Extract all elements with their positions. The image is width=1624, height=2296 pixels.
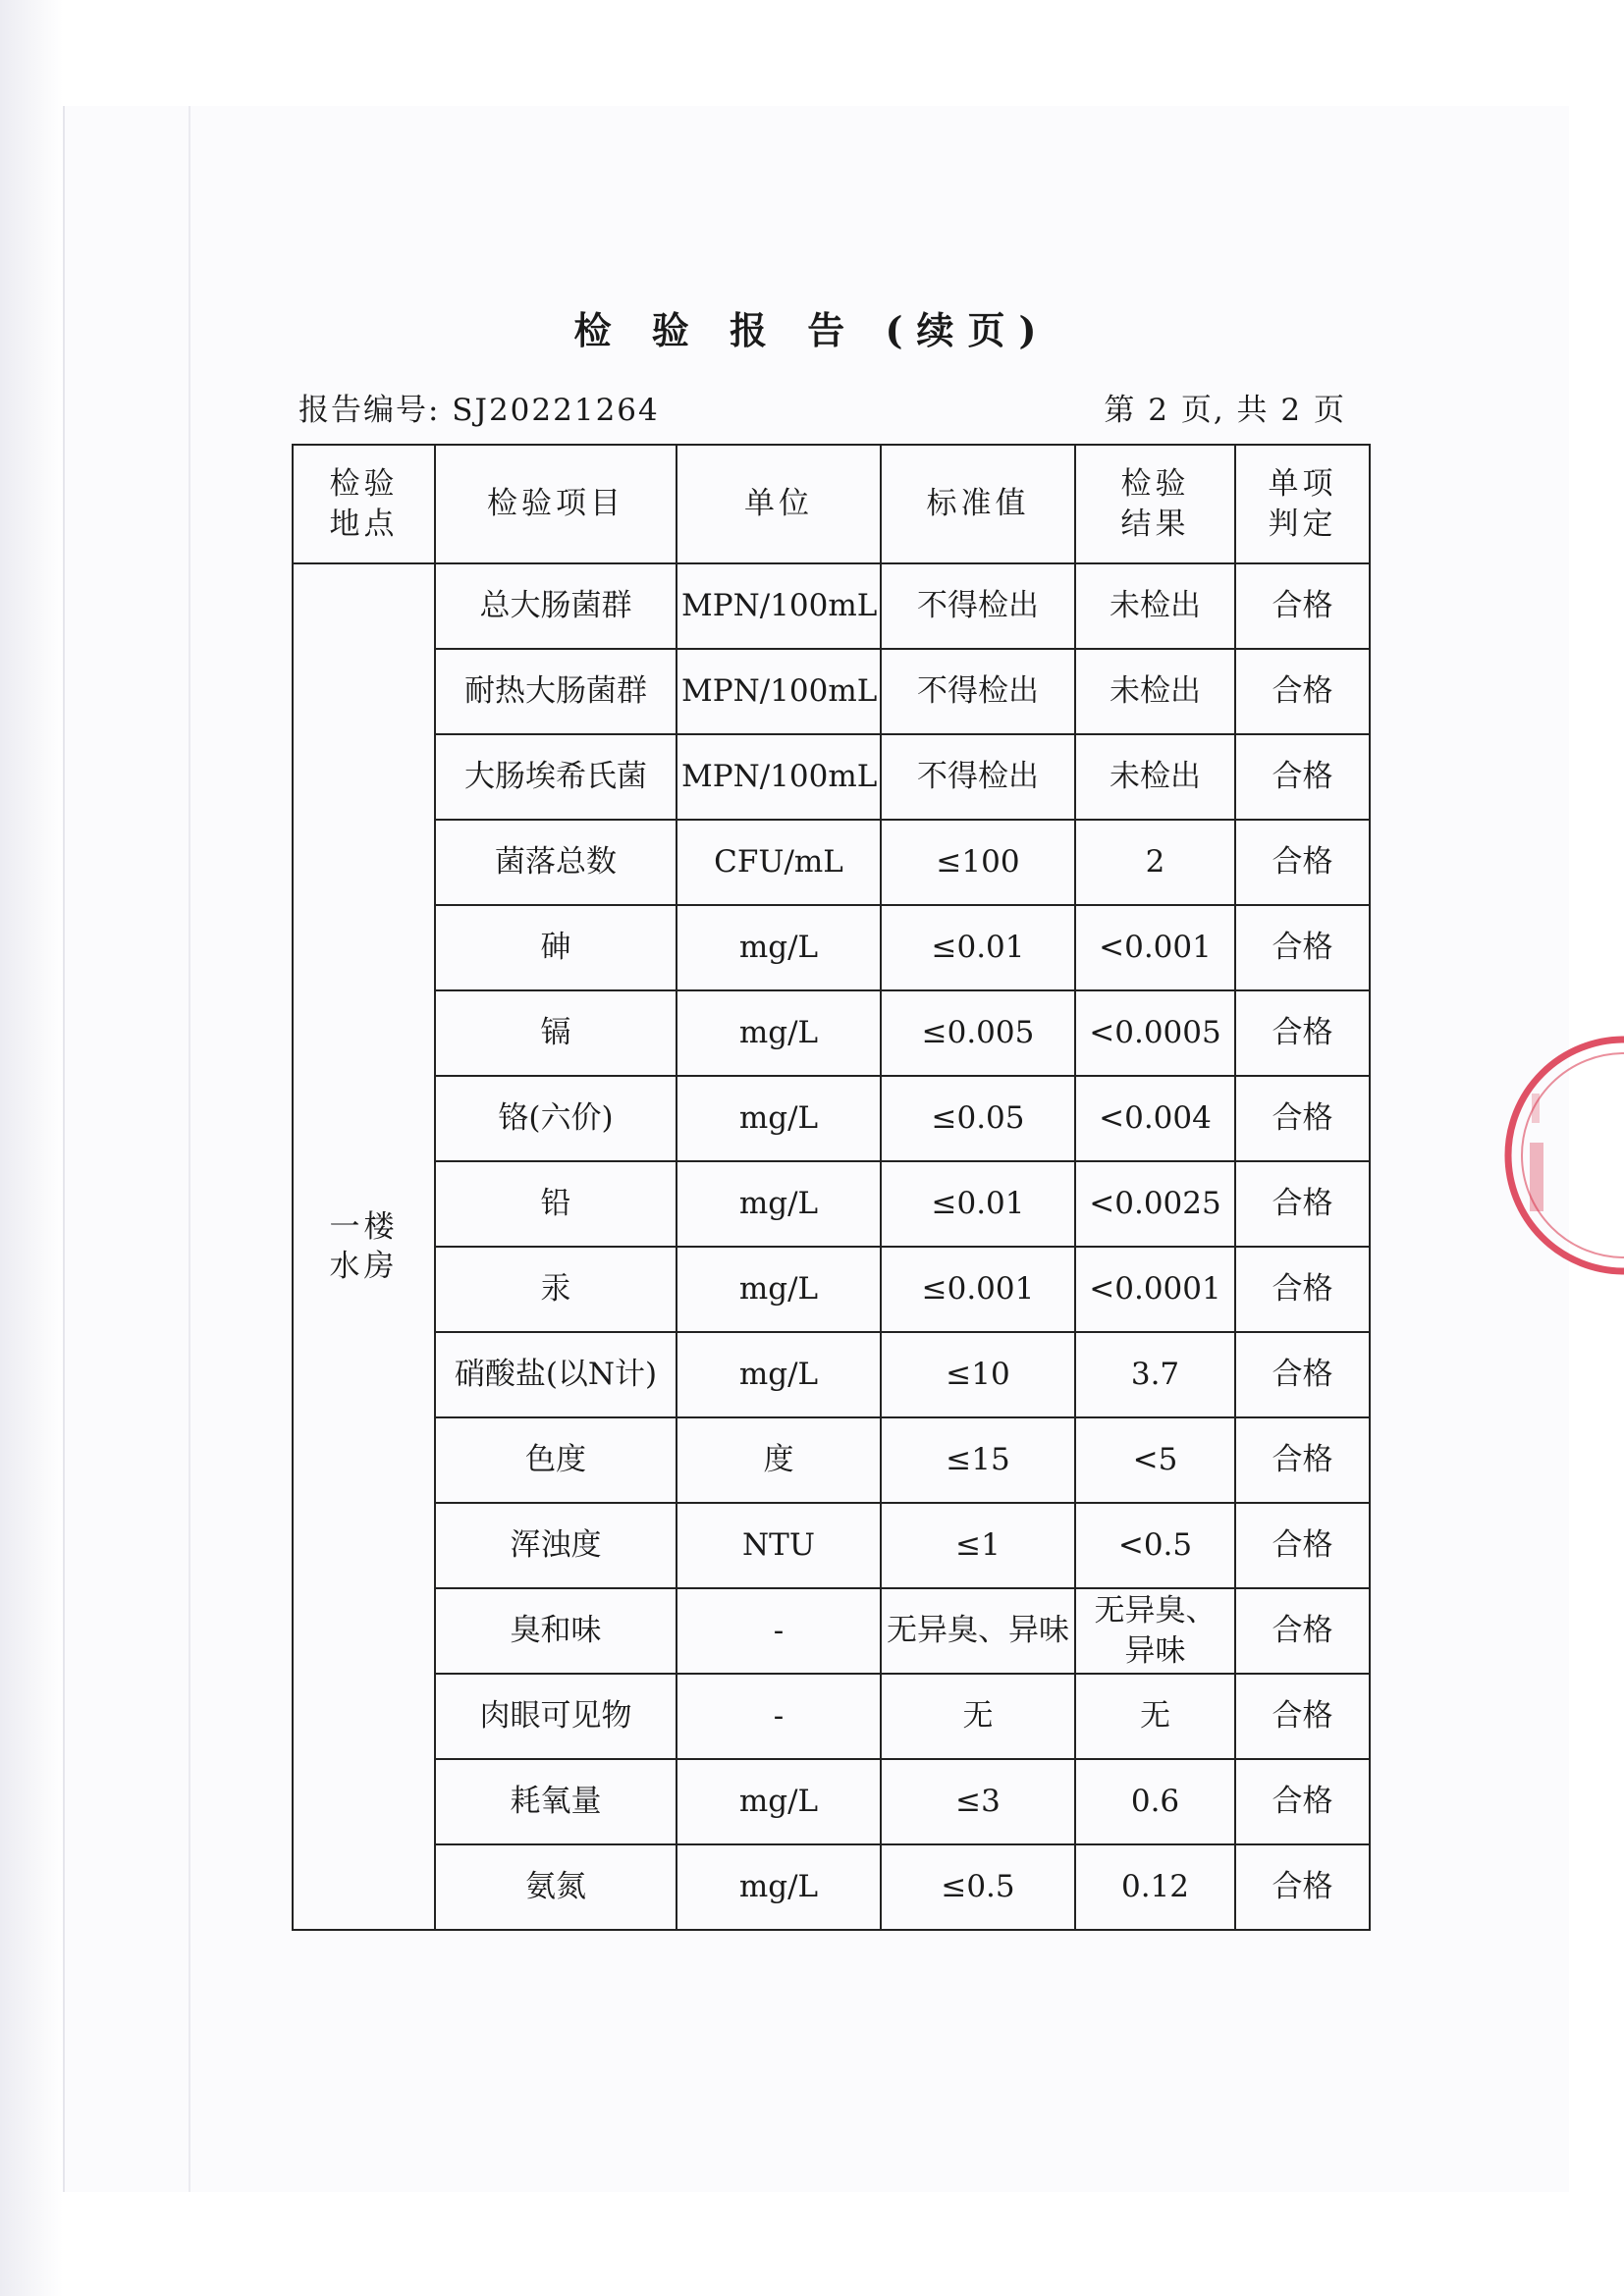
report-title: 检 验 报 告 (续页) (573, 308, 1051, 352)
table-row (293, 563, 1370, 649)
table-row (293, 1332, 1370, 1417)
cell-unit: NTU (677, 1503, 881, 1588)
cell-standard: ≤10 (881, 1332, 1075, 1417)
table-row (293, 820, 1370, 905)
cell-result (1075, 1588, 1235, 1674)
cell-unit: MPN/100mL (677, 649, 881, 734)
cell-result: 未检出 (1075, 734, 1235, 820)
cell-item: 铅 (435, 1161, 677, 1247)
header-verdict-line2: 判定 (1268, 506, 1337, 542)
red-seal-stamp (1439, 1035, 1624, 1276)
cell-item: 臭和味 (435, 1588, 677, 1674)
table-row (293, 1076, 1370, 1161)
cell-result: <0.0001 (1075, 1247, 1235, 1332)
cell-unit: MPN/100mL (677, 734, 881, 820)
cell-unit: - (677, 1588, 881, 1674)
cell-result: <0.5 (1075, 1503, 1235, 1588)
cell-result: <5 (1075, 1417, 1235, 1503)
cell-item: 氨氮 (435, 1844, 677, 1930)
cell-verdict: 合格 (1235, 1759, 1370, 1844)
cell-result: 无 (1075, 1674, 1235, 1759)
cell-item: 色度 (435, 1417, 677, 1503)
cell-standard: ≤0.01 (881, 905, 1075, 990)
cell-verdict: 合格 (1235, 1503, 1370, 1588)
inspection-table (292, 444, 1371, 1931)
cell-verdict: 合格 (1235, 1588, 1370, 1674)
cell-verdict: 合格 (1235, 990, 1370, 1076)
cell-standard: ≤3 (881, 1759, 1075, 1844)
cell-unit: mg/L (677, 1076, 881, 1161)
cell-result-line2: 异味 (1124, 1632, 1186, 1669)
paper-fold-line (189, 106, 190, 2192)
cell-result: <0.001 (1075, 905, 1235, 990)
cell-standard: ≤0.01 (881, 1161, 1075, 1247)
cell-result: <0.0005 (1075, 990, 1235, 1076)
table-row (293, 1247, 1370, 1332)
cell-item: 汞 (435, 1247, 677, 1332)
cell-verdict: 合格 (1235, 563, 1370, 649)
cell-verdict: 合格 (1235, 1417, 1370, 1503)
header-location (293, 445, 435, 563)
cell-unit: mg/L (677, 905, 881, 990)
cell-item: 镉 (435, 990, 677, 1076)
cell-item: 菌落总数 (435, 820, 677, 905)
table-header-row (293, 445, 1370, 563)
header-result-line2: 结果 (1120, 506, 1190, 542)
cell-verdict: 合格 (1235, 1844, 1370, 1930)
cell-result-line1: 无异臭、 (1094, 1593, 1217, 1629)
cell-standard: ≤15 (881, 1417, 1075, 1503)
header-unit: 单位 (677, 445, 881, 563)
cell-unit: - (677, 1674, 881, 1759)
cell-result: 0.12 (1075, 1844, 1235, 1930)
report-number: 报告编号: SJ20221264 (298, 393, 660, 428)
cell-standard: ≤100 (881, 820, 1075, 905)
header-result (1075, 445, 1235, 563)
cell-unit: MPN/100mL (677, 563, 881, 649)
cell-verdict: 合格 (1235, 905, 1370, 990)
cell-verdict: 合格 (1235, 1674, 1370, 1759)
header-standard: 标准值 (881, 445, 1075, 563)
cell-result: 未检出 (1075, 649, 1235, 734)
location-line2: 水房 (329, 1249, 399, 1284)
cell-unit: mg/L (677, 1247, 881, 1332)
cell-item: 大肠埃希氏菌 (435, 734, 677, 820)
cell-verdict: 合格 (1235, 734, 1370, 820)
cell-item: 硝酸盐(以N计) (435, 1332, 677, 1417)
cell-item: 浑浊度 (435, 1503, 677, 1588)
cell-standard: ≤0.05 (881, 1076, 1075, 1161)
header-location-line2: 地点 (329, 506, 399, 542)
table-row (293, 905, 1370, 990)
table-row (293, 990, 1370, 1076)
cell-standard: 不得检出 (881, 649, 1075, 734)
header-location-line1: 检验 (329, 466, 399, 503)
cell-standard: 无异臭、异味 (881, 1588, 1075, 1674)
cell-item: 铬(六价) (435, 1076, 677, 1161)
cell-verdict: 合格 (1235, 1332, 1370, 1417)
table-row (293, 1503, 1370, 1588)
table-row (293, 1588, 1370, 1674)
cell-result: 3.7 (1075, 1332, 1235, 1417)
cell-result: <0.0025 (1075, 1161, 1235, 1247)
cell-standard: 不得检出 (881, 563, 1075, 649)
header-item: 检验项目 (435, 445, 677, 563)
cell-verdict: 合格 (1235, 1161, 1370, 1247)
header-verdict (1235, 445, 1370, 563)
location-line1: 一楼 (329, 1208, 399, 1245)
cell-standard: ≤0.001 (881, 1247, 1075, 1332)
cell-verdict: 合格 (1235, 1076, 1370, 1161)
seal-graphic (1439, 1035, 1624, 1276)
cell-standard: 无 (881, 1674, 1075, 1759)
cell-unit: mg/L (677, 990, 881, 1076)
cell-verdict: 合格 (1235, 649, 1370, 734)
table-row (293, 734, 1370, 820)
header-verdict-line1: 单项 (1268, 466, 1337, 503)
table-row (293, 649, 1370, 734)
cell-unit: mg/L (677, 1759, 881, 1844)
table-row (293, 1674, 1370, 1759)
cell-item: 总大肠菌群 (435, 563, 677, 649)
cell-standard: ≤1 (881, 1503, 1075, 1588)
cell-verdict: 合格 (1235, 1247, 1370, 1332)
page-info: 第 2 页, 共 2 页 (1104, 393, 1346, 428)
cell-unit: CFU/mL (677, 820, 881, 905)
cell-unit: mg/L (677, 1332, 881, 1417)
table-row (293, 1161, 1370, 1247)
cell-unit: mg/L (677, 1844, 881, 1930)
table-row (293, 1844, 1370, 1930)
cell-item: 耐热大肠菌群 (435, 649, 677, 734)
cell-standard: ≤0.5 (881, 1844, 1075, 1930)
cell-item: 肉眼可见物 (435, 1674, 677, 1759)
cell-item: 砷 (435, 905, 677, 990)
cell-item: 耗氧量 (435, 1759, 677, 1844)
cell-standard: ≤0.005 (881, 990, 1075, 1076)
table-row (293, 1417, 1370, 1503)
location-cell (293, 563, 435, 1930)
cell-result: 未检出 (1075, 563, 1235, 649)
header-result-line1: 检验 (1120, 466, 1190, 503)
cell-unit: 度 (677, 1417, 881, 1503)
cell-unit: mg/L (677, 1161, 881, 1247)
cell-result: <0.004 (1075, 1076, 1235, 1161)
table-row (293, 1759, 1370, 1844)
cell-result: 0.6 (1075, 1759, 1235, 1844)
cell-result: 2 (1075, 820, 1235, 905)
cell-verdict: 合格 (1235, 820, 1370, 905)
cell-standard: 不得检出 (881, 734, 1075, 820)
